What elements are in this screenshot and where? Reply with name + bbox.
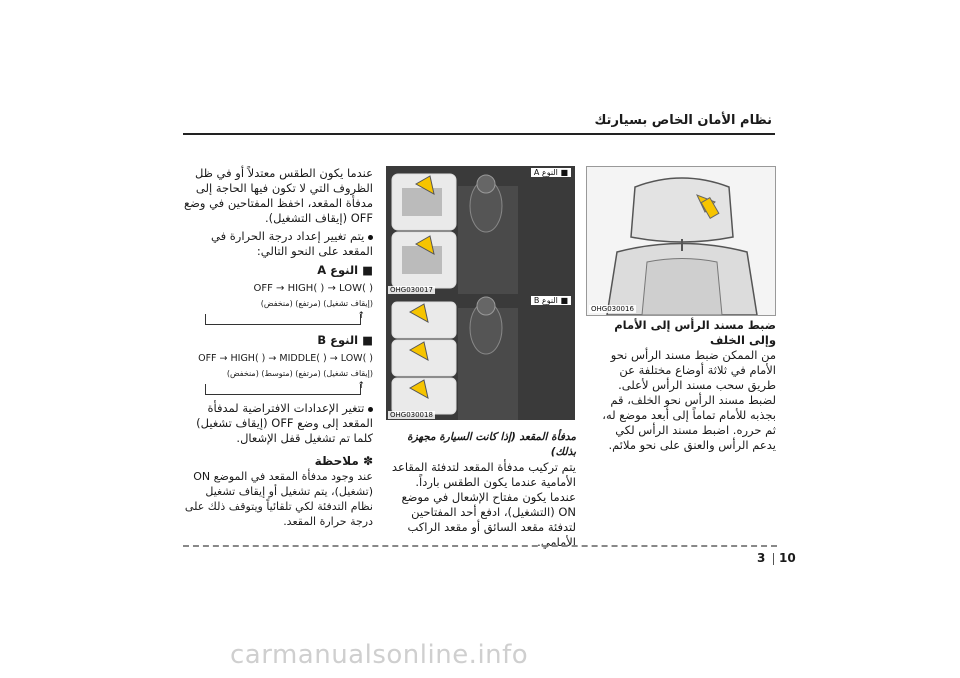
intro-text: عندما يكون الطقس معتدلاً أو في ظل الظروف التي لا تكون فيها الحاجة إلى مدفأة المقعد، اخفظ المفتاحين في وضع OFF (إيقاف التشغيل). [184,166,373,225]
type-a-label: ■ النوع A [531,168,571,177]
bullet-text: تتغير الإعدادات الافتراضية لمدفأة المقعد إلى وضع OFF (إيقاف تشغيل) كلما تم تشغيل قفل الإشعال. [196,401,373,445]
bullet-item [183,229,373,259]
photo-caption: OHG030016 [591,305,634,313]
seat-heater-section [386,430,576,550]
photo-caption: OHG030018 [390,411,433,419]
section-title: نظام الأمان الخاص بسيارتك [594,113,772,128]
bullet-icon [368,235,373,240]
console-illustration-b [386,294,575,420]
bullet-text: يتم تغيير إعداد درجة الحرارة في المقعد على النحو التالي: [211,229,373,258]
headrest-heading: ضبط مسند الرأس إلى الأمام وإلى الخلف [614,318,776,347]
type-a-sublabels: (إيقاف تشغيل) (مرتفع) (منخفض) [260,299,373,308]
cycle-arrow-b: ↑ [183,381,373,397]
seat-heater-photo-type-b [386,294,575,420]
seat-heater-body: يتم تركيب مدفأة المقعد لتدفئة المقاعد الأمامية عندما يكون الطقس بارداً. عندما يكون مفتاح الإشعال في موضع ON (التشغيل)، ادفع أحد المفتاحين لتدفئة مقعد السائق أو مقعد الراكب الأمامي. [391,460,576,549]
headrest-photo [586,166,776,316]
headrest-body: من الممكن ضبط مسند الرأس نحو الأمام في ثلاثة أوضاع مختلفة عن طريق سحب مسند الرأس لأعلى. لضبط مسند الرأس نحو الخلف، قم بجذبه للأمام تماماً إلى أبعد موضع له، ثم حرره. اضبط مسند الرأس لكي يدعم الرأس والعنق على نحو ملائم. [602,348,776,452]
console-illustration-a [386,166,575,295]
watermark: carmanualsonline.info [230,640,529,670]
page-number: 10 [779,551,796,565]
note-heading: ✽ ملاحظة [314,454,373,468]
headrest-adjust-section [590,318,776,453]
cycle-arrow-a: ↑ [183,311,373,327]
section-number: 3 [757,551,766,565]
type-b-sequence: OFF → HIGH( ) → MIDDLE( ) → LOW( ) [198,353,373,364]
seat-heater-settings [183,166,373,529]
type-b-heading: ■ النوع B [317,333,373,347]
footer-divider [183,545,777,547]
photo-caption: OHG030017 [390,286,433,294]
note-body: عند وجود مدفأة المقعد في الموضع ON (تشغيل)، يتم تشغيل أو إيقاف تشغيل نظام التدفئة لكي تلقائياً ويتوقف ذلك على درجة حرارة المقعد. [184,470,373,528]
type-a-sequence: OFF → HIGH( ) → LOW( ) [253,283,373,294]
header-divider [183,133,775,135]
bullet-icon [368,407,373,412]
bullet-item [183,401,373,446]
seat-illustration [587,167,775,315]
type-b-label: ■ النوع B [531,296,571,305]
type-b-sublabels: (إيقاف تشغيل) (مرتفع) (متوسط) (منخفض) [226,369,373,378]
seat-heater-heading: مدفأة المقعد (إذا كانت السيارة مجهزة بذلك) [407,431,576,458]
footer-separator [773,553,774,565]
type-a-heading: ■ النوع A [317,263,373,277]
seat-heater-photo-type-a [386,166,575,295]
